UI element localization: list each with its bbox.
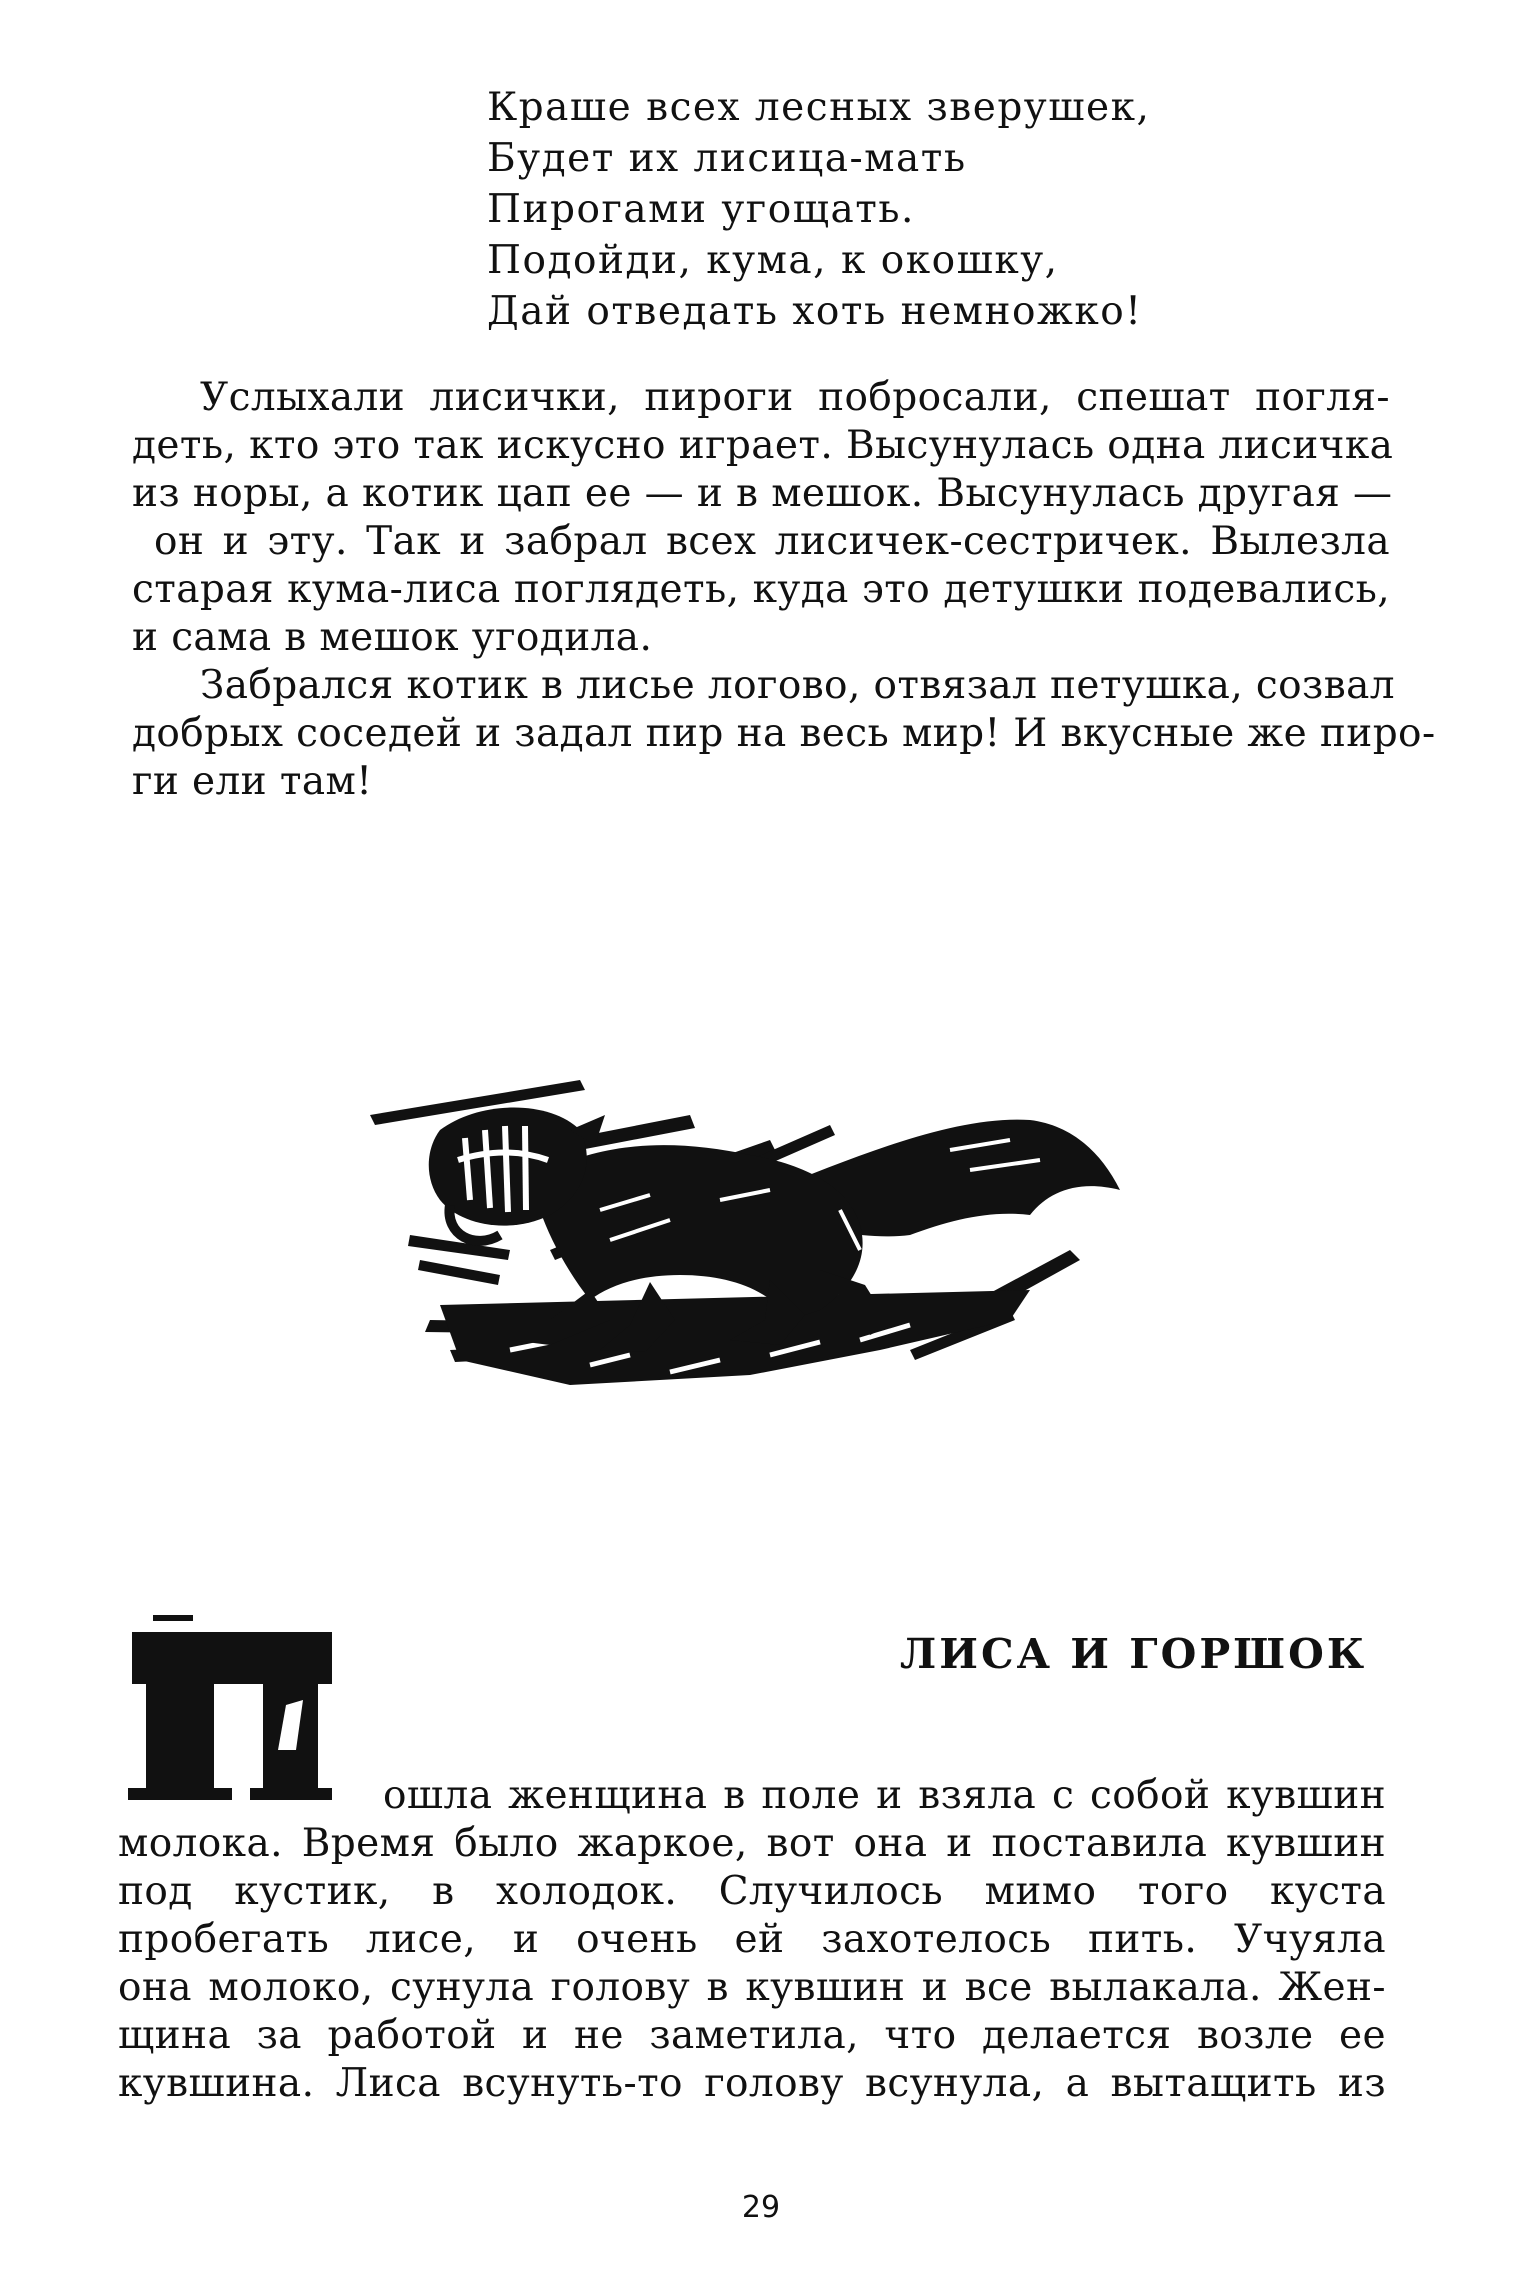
verse-line: Пирогами угощать. [487,187,915,232]
verse-line: Краше всех лесных зверушек, [487,85,1151,130]
text-line: пробегать лисе, и очень ей захотелось пить. Учуяла [118,1917,1386,1962]
text-line: из норы, а котик цап ее — и в мешок. Высунулась другая — [132,471,1393,516]
verse [487,82,1150,337]
text-line: деть, кто это так искусно играет. Высунулась одна лисичка [132,423,1394,468]
verse-line: Подойди, кума, к окошку, [487,238,1059,283]
page-number: 29 [741,2190,781,2225]
text-line: и сама в мешок угодила. [132,615,653,660]
text-line: ги ели там! [132,759,373,804]
story-title: ЛИСА И ГОРШОК [900,1630,1368,1678]
text-line: старая кума-лиса поглядеть, куда это детушки подевались, [132,567,1390,612]
text-line: кувшина. Лиса всунуть-то голову всунула, а вытащить из [118,2061,1386,2106]
text-line: Забрался котик в лисье логово, отвязал петушка, созвал [200,663,1395,708]
text-line: щина за работой и не заметила, что делается возле ее [118,2013,1386,2058]
text-line: она молоко, сунула голову в кувшин и все вылакала. Жен- [118,1965,1386,2010]
verse-line: Дай отведать хоть немножко! [487,289,1143,334]
text-line: Услыхали лисички, пироги побросали, спешат погля- [200,375,1390,420]
paragraph-1 [132,374,1394,662]
text-line: под кустик, в холодок. Случилось мимо того куста [118,1869,1386,1914]
paragraph-2 [132,662,1436,806]
text-line: ошла женщина в поле и взяла с собой кувшин [383,1773,1386,1818]
text-line: молока. Время было жаркое, вот она и поставила кувшин [118,1821,1386,1866]
verse-line: Будет их лисица-мать [487,136,967,181]
story-body [118,1772,1386,2108]
fox-with-jug-woodcut-icon [250,1020,1250,1420]
text-line: он и эту. Так и забрал всех лисичек-сестричек. Вылезла [154,519,1390,564]
text-line: добрых соседей и задал пир на весь мир! И вкусные же пиро- [132,711,1436,756]
